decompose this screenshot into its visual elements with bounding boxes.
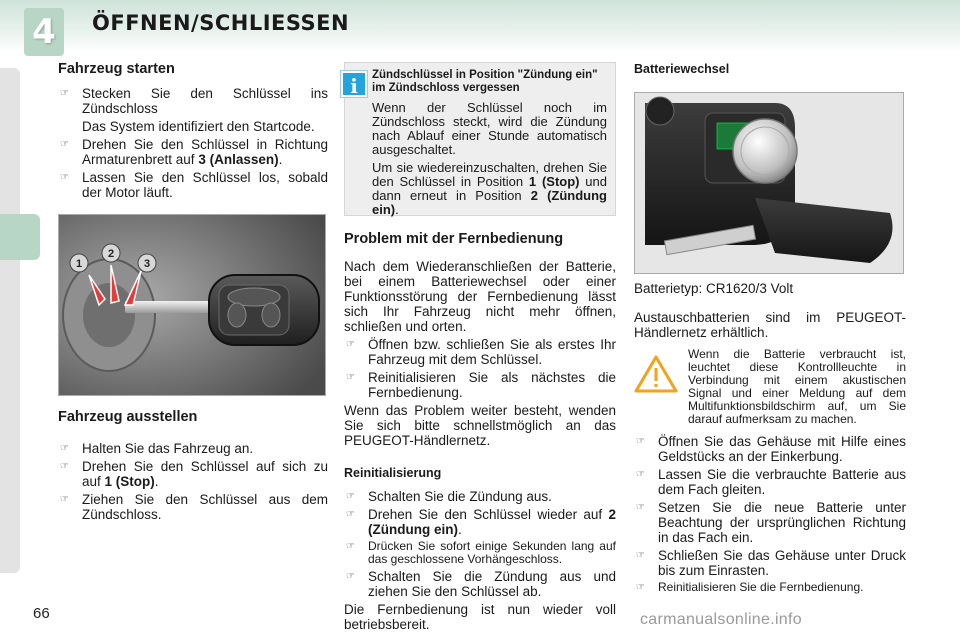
list-item: ☞ Drehen Sie den Schlüssel in Richtung Armaturenbrett auf 3 (Anlassen). [60,137,328,167]
watermark: carmanualsonline.info [640,611,802,628]
page-title: ÖFFNEN/SCHLIESSEN [92,11,350,35]
list-item: ☞ Schalten Sie die Zündung aus. [346,489,552,504]
pointing-hand-icon: ☞ [60,443,69,454]
pointing-hand-icon: ☞ [60,461,69,472]
pointing-hand-icon: ☞ [636,550,645,561]
info-icon: i [341,71,367,97]
list-item: ☞ Ziehen Sie den Schlüssel aus dem Zündschloss. [60,492,328,522]
pointing-hand-icon: ☞ [346,372,355,383]
battery-replacement-svg [635,93,904,274]
page-number: 66 [33,605,50,622]
battery-dealer: Austauschbatterien sind im PEUGEOT-Händlernetz erhältlich. [634,310,906,340]
chapter-tab[interactable] [0,214,40,260]
list-item: ☞ Halten Sie das Fahrzeug an. [60,441,254,456]
position-label-2: 2 [107,248,115,260]
list-item: ☞ Setzen Sie die neue Batterie unter Beachtung der ursprünglichen Richtung in das Fach ein. [636,500,906,545]
remote-heading: Problem mit der Fernbedienung [344,231,564,247]
warning-box [634,348,906,426]
info-text: Um sie wiedereinzuschalten, drehen Sie den Schlüssel in Position 1 (Stop) und dann erneut in Position 2 (Zündung ein). [372,160,607,217]
column-right [634,62,906,85]
list-item: ☞ Drehen Sie den Schlüssel wieder auf 2 (Zündung ein). [346,507,616,537]
list-item: ☞ Lassen Sie den Schlüssel los, sobald der Motor läuft. [60,170,328,200]
list-item-continuation: Das System identifiziert den Startcode. [82,119,315,134]
pointing-hand-icon: ☞ [636,582,645,593]
chapter-badge: 4 [24,8,64,56]
pointing-hand-icon: ☞ [636,469,645,480]
info-box [344,62,616,216]
remote-paragraph-2: Wenn das Problem weiter besteht, wenden Sie sich bitte schnellstmöglich an das PEUGEOT-Händlernetz. [344,403,616,448]
pointing-hand-icon: ☞ [346,571,355,582]
battery-heading: Batteriewechsel [634,62,730,76]
remote-paragraph: Nach dem Wiederanschließen der Batterie, bei einem Batteriewechsel oder einer Funktionsstörung der Fernbedienung lässt sich Ihr Fahrzeug nicht mehr öffnen, schließen und orten. [344,259,616,334]
list-item: ☞ Reinitialisieren Sie die Fernbedienung. [636,580,864,594]
column-left [58,62,328,203]
list-item: ☞ Drücken Sie sofort einige Sekunden lang auf das geschlossene Vorhängeschloss. [346,539,616,566]
position-label-1: 1 [75,258,83,270]
pointing-hand-icon: ☞ [636,502,645,513]
warning-text: Wenn die Batterie verbraucht ist, leuchtet diese Kontrollleuchte in Verbindung mit einem akustischen Signal und einer Meldung auf dem Multifunktionsbildschirm auf, um Sie darauf aufmerksam zu machen. [688,347,906,426]
position-label-3: 3 [143,258,151,270]
list-item: ☞ Öffnen bzw. schließen Sie als erstes Ihr Fahrzeug mit dem Schlüssel. [346,337,616,367]
battery-type: Batterietyp: CR1620/3 Volt [634,281,794,296]
reinit-paragraph: Die Fernbedienung ist nun wieder voll betriebsbereit. [344,602,616,632]
list-item: ☞ Öffnen Sie das Gehäuse mit Hilfe eines Geldstücks an der Einkerbung. [636,434,906,464]
key-ignition-illustration [58,214,326,396]
column-left-lower [58,410,328,525]
list-item: ☞ Lassen Sie die verbrauchte Batterie aus dem Fach gleiten. [636,467,906,497]
column-right-lower [634,281,906,597]
pointing-hand-icon: ☞ [346,491,355,502]
column-middle [344,62,616,635]
pointing-hand-icon: ☞ [60,172,69,183]
pointing-hand-icon: ☞ [60,139,69,150]
list-item: ☞ Schalten Sie die Zündung aus und ziehen Sie den Schlüssel ab. [346,569,616,599]
stop-heading: Fahrzeug ausstellen [58,409,198,425]
info-title: Zündschlüssel in Position "Zündung ein" im Zündschloss vergessen [372,69,598,94]
list-item: ☞ Stecken Sie den Schlüssel ins Zündschloss [60,86,328,116]
list-item: ☞ Schließen Sie das Gehäuse unter Druck bis zum Einrasten. [636,548,906,578]
list-item: ☞ Reinitialisieren Sie als nächstes die Fernbedienung. [346,370,616,400]
info-text: Wenn der Schlüssel noch im Zündschloss steckt, wird die Zündung nach Ablauf einer Stunde automatisch ausgeschaltet. [372,100,607,157]
list-item: ☞ Drehen Sie den Schlüssel auf sich zu auf 1 (Stop). [60,459,328,489]
pointing-hand-icon: ☞ [346,509,355,520]
battery-replacement-illustration [634,92,904,274]
pointing-hand-icon: ☞ [346,541,355,552]
key-ignition-svg [59,215,326,396]
pointing-hand-icon: ☞ [636,436,645,447]
warning-triangle-icon [634,354,678,394]
pointing-hand-icon: ☞ [346,339,355,350]
start-heading: Fahrzeug starten [58,61,175,77]
reinit-heading: Reinitialisierung [344,466,442,480]
pointing-hand-icon: ☞ [60,88,69,99]
pointing-hand-icon: ☞ [60,494,69,505]
side-strip [0,68,20,573]
